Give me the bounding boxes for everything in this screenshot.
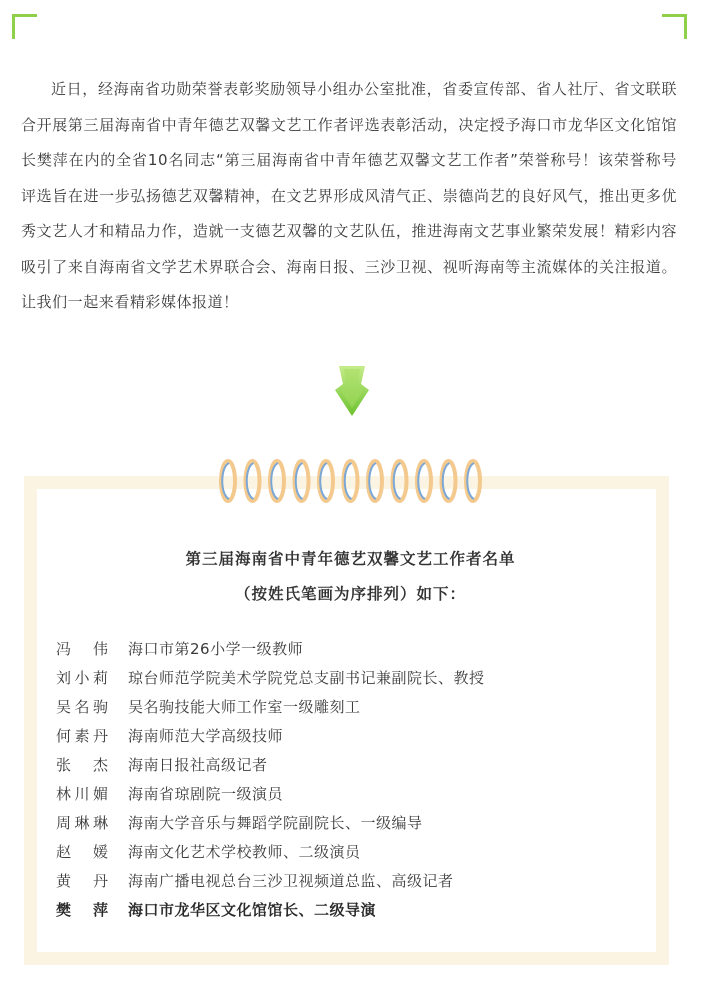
honoree-name-cell	[56, 751, 128, 780]
honoree-name-cell	[56, 693, 128, 722]
honoree-post: 海南文化艺术学校教师、二级演员	[128, 843, 361, 861]
list-item	[56, 664, 485, 693]
honoree-name: 何素丹	[56, 727, 108, 745]
list-title: 第三届海南省中青年德艺双馨文艺工作者名单	[185, 550, 516, 568]
honoree-name-cell	[56, 635, 128, 664]
honoree-name-cell	[56, 867, 128, 896]
honoree-name: 张杰	[56, 756, 108, 774]
honoree-name-cell	[56, 809, 128, 838]
down-arrow-icon	[335, 366, 369, 416]
honoree-post: 海南大学音乐与舞蹈学院副院长、一级编导	[128, 814, 423, 832]
honoree-post: 海南师范大学高级技师	[128, 727, 284, 745]
honoree-post: 海口市第26小学一级教师	[128, 640, 304, 658]
honoree-name: 刘小莉	[56, 669, 108, 687]
honoree-name: 黄丹	[56, 872, 108, 890]
honoree-post: 吴名驹技能大师工作室一级雕刻工	[128, 698, 361, 716]
honoree-name: 赵媛	[56, 843, 108, 861]
honoree-post: 琼台师范学院美术学院党总支副书记兼副院长、教授	[128, 669, 485, 687]
list-item	[56, 780, 485, 809]
list-item	[56, 838, 485, 867]
honoree-name: 樊萍	[56, 901, 108, 919]
list-item	[56, 896, 485, 925]
honoree-name: 林川媚	[56, 785, 108, 803]
honoree-name-cell	[56, 780, 128, 809]
list-subtitle: （按姓氏笔画为序排列）如下：	[234, 585, 466, 603]
list-item	[56, 867, 485, 896]
honoree-post: 海南省琼剧院一级演员	[128, 785, 284, 803]
intro-paragraph: 近日，经海南省功勋荣誉表彰奖励领导小组办公室批准，省委宣传部、省人社厅、省文联联合开展第三届海南省中青年德艺双馨文艺工作者评选表彰活动，决定授予海口市龙华区文化馆馆长樊萍在内的全省10名同志“第三届海南省中青年德艺双馨文艺工作者”荣誉称号！该荣誉称号评选旨在进一步弘扬德艺双馨精神，在文艺界形成风清气正、崇德尚艺的良好风气，推出更多优秀文艺人才和精品力作，造就一支德艺双馨的文艺队伍，推进海南文艺事业繁荣发展！精彩内容吸引了来自海南省文学艺术界联合会、海南日报、三沙卫视、视听海南等主流媒体的关注报道。让我们一起来看精彩媒体报道！	[21, 80, 677, 311]
corner-bracket-right	[662, 14, 687, 39]
honoree-name-cell	[56, 664, 128, 693]
honoree-name: 周琳琳	[56, 814, 108, 832]
honoree-name-cell	[56, 838, 128, 867]
list-item	[56, 809, 485, 838]
spiral-rings-icon	[217, 459, 487, 503]
list-item	[56, 693, 485, 722]
honoree-name-cell	[56, 896, 128, 925]
honoree-name-cell	[56, 722, 128, 751]
list-item	[56, 722, 485, 751]
honoree-name: 吴名驹	[56, 698, 108, 716]
corner-bracket-left	[12, 14, 37, 39]
honoree-post: 海南日报社高级记者	[128, 756, 268, 774]
honoree-name: 冯伟	[56, 640, 108, 658]
honoree-post: 海南广播电视总台三沙卫视频道总监、高级记者	[128, 872, 454, 890]
list-item	[56, 751, 485, 780]
list-item	[56, 635, 485, 664]
honoree-list	[56, 635, 485, 925]
honoree-post: 海口市龙华区文化馆馆长、二级导演	[128, 901, 377, 919]
